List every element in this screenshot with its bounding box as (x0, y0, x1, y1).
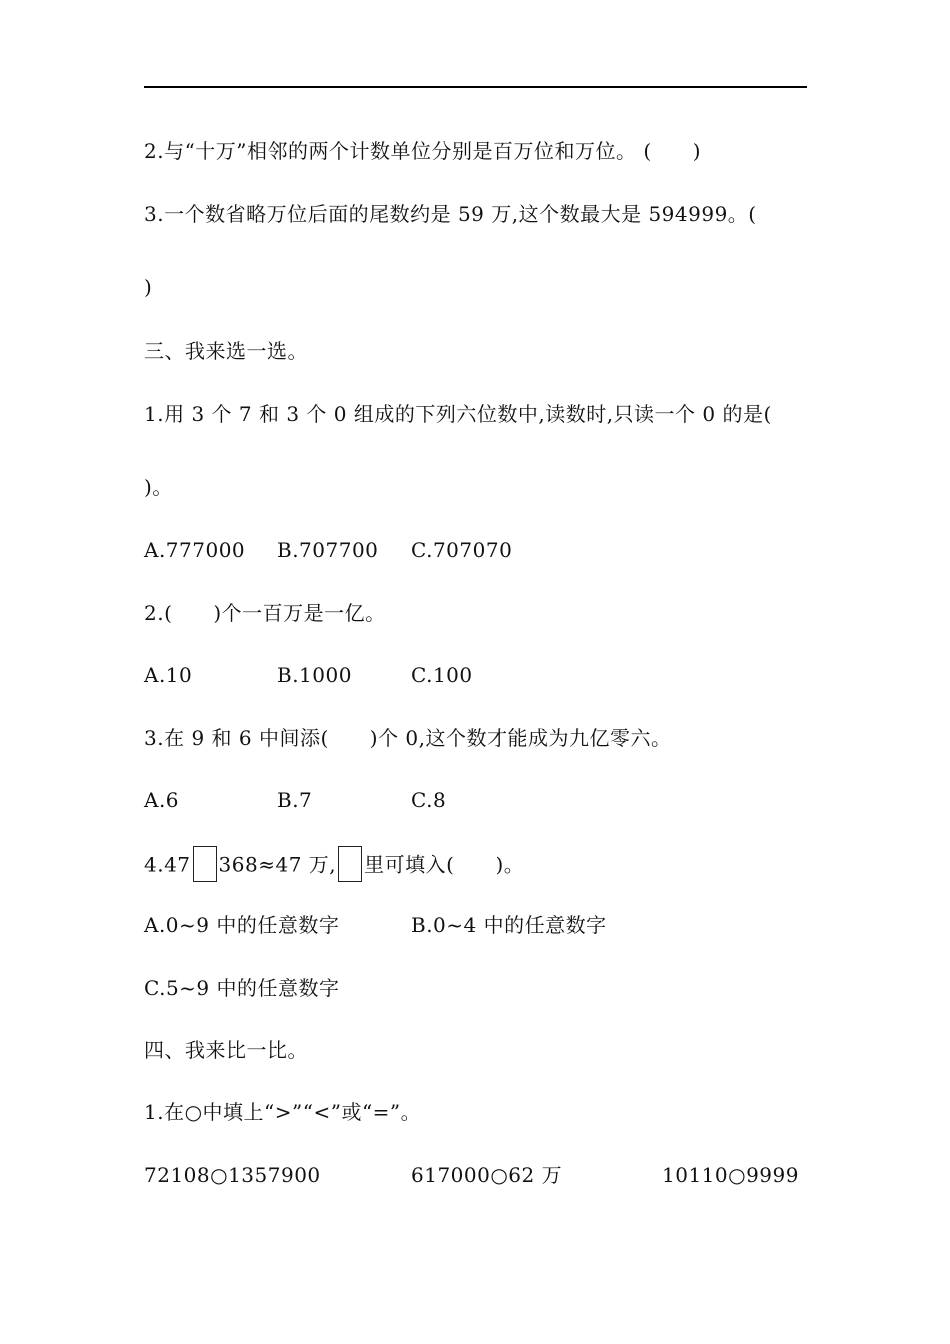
option-3-4-a: A.0~9 中的任意数字 (144, 913, 340, 937)
question-3-4-part1: 4.47 (144, 852, 191, 877)
compare-item-1: 72108○1357900 (144, 1163, 321, 1187)
compare-item-2: 617000○62 万 (411, 1163, 563, 1187)
question-3-4-part3: 里可填入( )。 (364, 852, 525, 877)
option-3-2-c: C.100 (411, 663, 473, 687)
question-3-2: 2.( )个一百万是一亿。 (144, 601, 386, 625)
question-3-4-part2: 368≈47 万, (218, 852, 337, 877)
question-4-1: 1.在○中填上“>”“<”或“=”。 (144, 1100, 422, 1124)
header-rule (144, 86, 807, 88)
question-2-2: 2.与“十万”相邻的两个计数单位分别是百万位和万位。 ( ) (144, 139, 701, 163)
question-2-3-line2: ) (144, 275, 153, 299)
section-3-heading: 三、我来选一选。 (144, 339, 308, 363)
option-3-3-c: C.8 (411, 788, 447, 812)
option-3-4-b: B.0~4 中的任意数字 (411, 913, 607, 937)
compare-item-3: 10110○9999 (662, 1163, 799, 1187)
option-3-4-c: C.5~9 中的任意数字 (144, 976, 340, 1000)
question-3-3: 3.在 9 和 6 中间添( )个 0,这个数才能成为九亿零六。 (144, 726, 672, 750)
option-3-2-a: A.10 (144, 663, 193, 687)
answer-box[interactable] (193, 846, 217, 882)
option-3-3-a: A.6 (144, 788, 180, 812)
option-3-1-b: B.707700 (277, 538, 379, 562)
section-4-heading: 四、我来比一比。 (144, 1038, 308, 1062)
option-3-1-c: C.707070 (411, 538, 513, 562)
answer-box[interactable] (338, 846, 362, 882)
question-3-4 (144, 848, 524, 884)
question-2-3-line1: 3.一个数省略万位后面的尾数约是 59 万,这个数最大是 594999。( (144, 202, 757, 226)
option-3-3-b: B.7 (277, 788, 313, 812)
question-3-1-line2: )。 (144, 475, 173, 499)
option-3-2-b: B.1000 (277, 663, 352, 687)
question-3-1-line1: 1.用 3 个 7 和 3 个 0 组成的下列六位数中,读数时,只读一个 0 的是( (144, 402, 772, 426)
option-3-1-a: A.777000 (144, 538, 246, 562)
